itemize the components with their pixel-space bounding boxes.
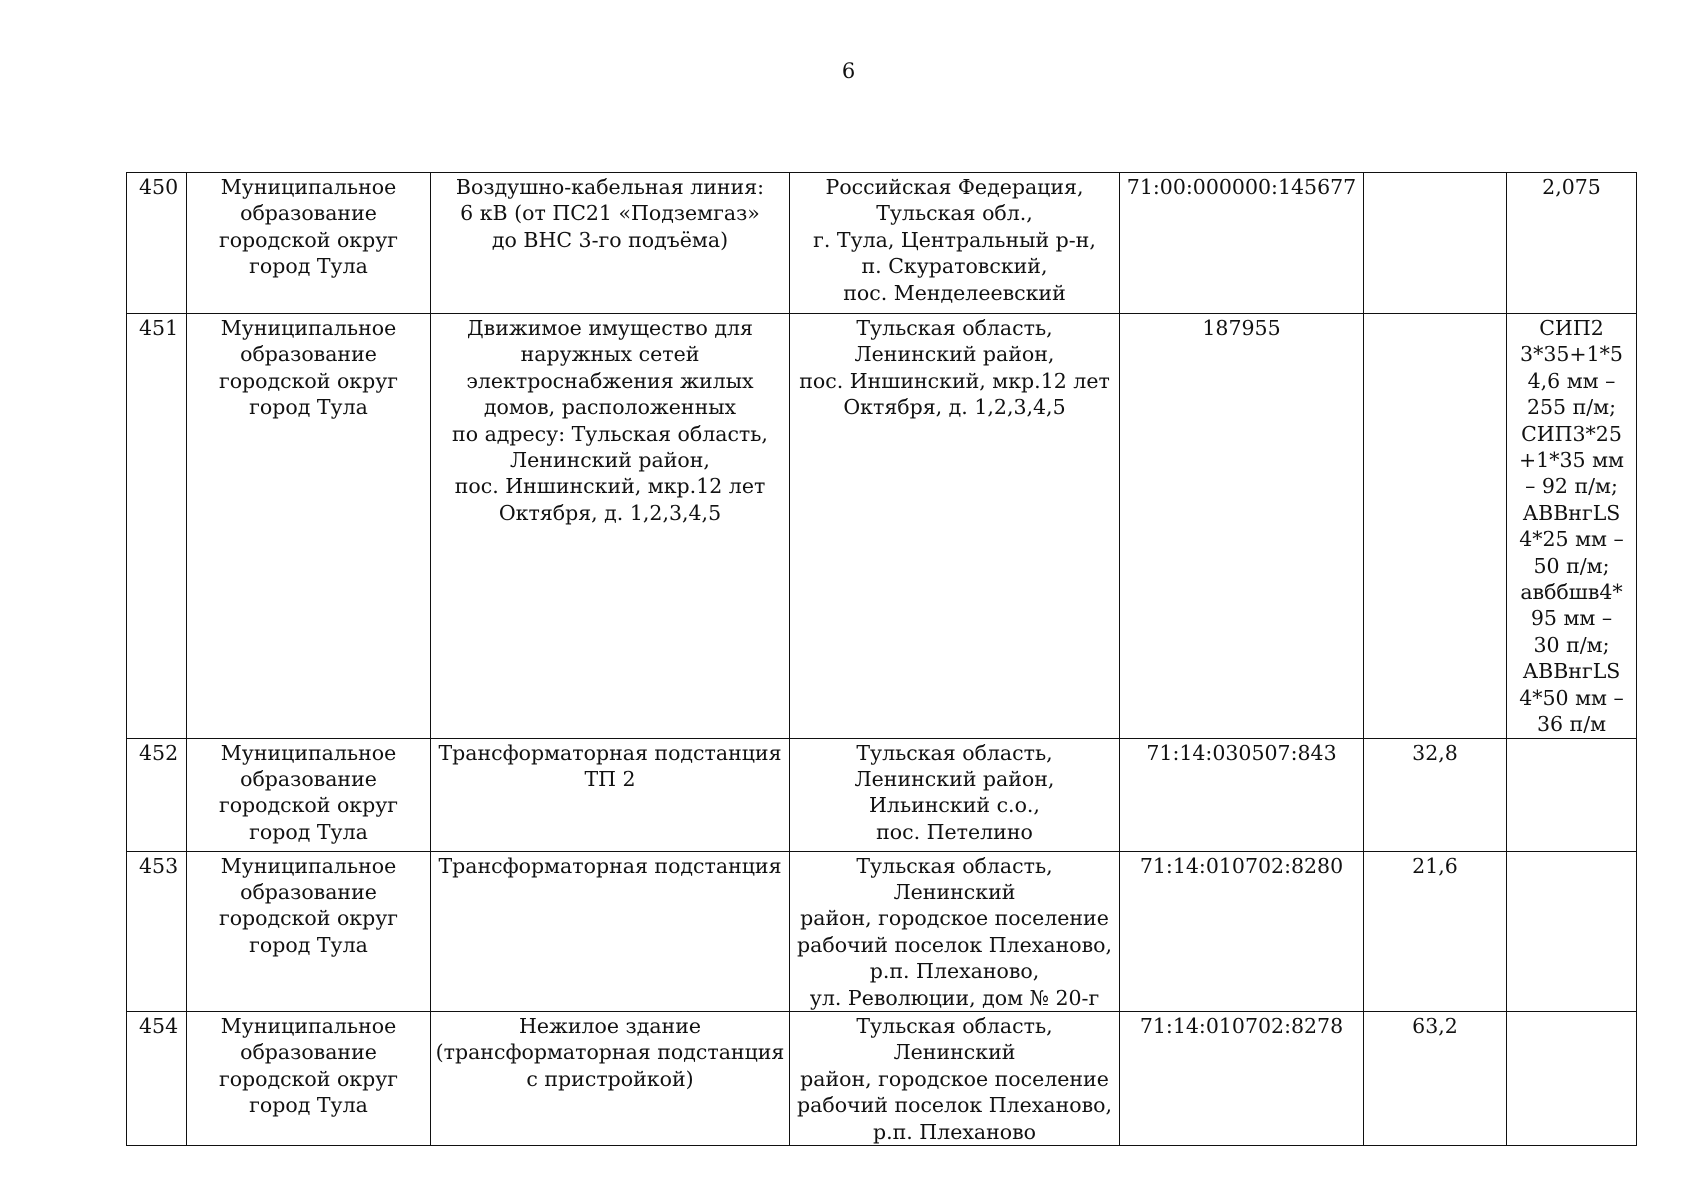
address-cell: Российская Федерация, Тульская обл., г. Тула, Центральный р-н, п. Скуратовский, пос. Менделеевский	[790, 173, 1120, 314]
characteristics-cell	[1507, 1011, 1637, 1145]
area-cell	[1364, 173, 1507, 314]
cadastral-number-cell: 71:00:000000:145677	[1120, 173, 1364, 314]
table-row	[127, 173, 1637, 314]
row-number-cell: 454	[127, 1011, 187, 1145]
row-number-cell: 450	[127, 173, 187, 314]
cadastral-number-cell: 71:14:010702:8278	[1120, 1011, 1364, 1145]
characteristics-cell	[1507, 738, 1637, 851]
owner-cell: Муниципальное образование городской округ город Тула	[187, 738, 431, 851]
property-registry-table	[126, 172, 1637, 1146]
address-cell: Тульская область, Ленинский район, городское поселение рабочий поселок Плеханово, р.п. Плеханово	[790, 1011, 1120, 1145]
table-row	[127, 851, 1637, 1011]
table-row	[127, 314, 1637, 739]
page-number: 6	[841, 59, 856, 83]
area-cell: 21,6	[1364, 851, 1507, 1011]
table-row	[127, 1011, 1637, 1145]
owner-cell: Муниципальное образование городской округ город Тула	[187, 173, 431, 314]
cadastral-number-cell: 71:14:010702:8280	[1120, 851, 1364, 1011]
cadastral-number-cell: 187955	[1120, 314, 1364, 739]
area-cell: 63,2	[1364, 1011, 1507, 1145]
property-name-cell: Нежилое здание (трансформаторная подстанция с пристройкой)	[431, 1011, 790, 1145]
characteristics-cell	[1507, 851, 1637, 1011]
address-cell: Тульская область, Ленинский район, пос. Иншинский, мкр.12 лет Октября, д. 1,2,3,4,5	[790, 314, 1120, 739]
address-cell: Тульская область, Ленинский район, Ильинский с.о., пос. Петелино	[790, 738, 1120, 851]
property-name-cell: Трансформаторная подстанция	[431, 851, 790, 1011]
characteristics-cell: СИП2 3*35+1*5 4,6 мм – 255 п/м; СИП3*25 +1*35 мм – 92 п/м; АВВнгLS 4*25 мм – 50 п/м; авббшв4* 95 мм – 30 п/м; АВВнгLS 4*50 мм – 36 п/м	[1507, 314, 1637, 739]
row-number-cell: 451	[127, 314, 187, 739]
property-name-cell: Воздушно-кабельная линия: 6 кВ (от ПС21 «Подземгаз» до ВНС 3-го подъёма)	[431, 173, 790, 314]
row-number-cell: 452	[127, 738, 187, 851]
property-name-cell: Движимое имущество для наружных сетей электроснабжения жилых домов, расположенных по адресу: Тульская область, Ленинский район, пос. Иншинский, мкр.12 лет Октября, д. 1,2,3,4,5	[431, 314, 790, 739]
cadastral-number-cell: 71:14:030507:843	[1120, 738, 1364, 851]
row-number-cell: 453	[127, 851, 187, 1011]
characteristics-cell: 2,075	[1507, 173, 1637, 314]
area-cell: 32,8	[1364, 738, 1507, 851]
owner-cell: Муниципальное образование городской округ город Тула	[187, 314, 431, 739]
property-name-cell: Трансформаторная подстанция ТП 2	[431, 738, 790, 851]
table-row	[127, 738, 1637, 851]
owner-cell: Муниципальное образование городской округ город Тула	[187, 851, 431, 1011]
owner-cell: Муниципальное образование городской округ город Тула	[187, 1011, 431, 1145]
address-cell: Тульская область, Ленинский район, городское поселение рабочий поселок Плеханово, р.п. Плеханово, ул. Революции, дом № 20-г	[790, 851, 1120, 1011]
area-cell	[1364, 314, 1507, 739]
